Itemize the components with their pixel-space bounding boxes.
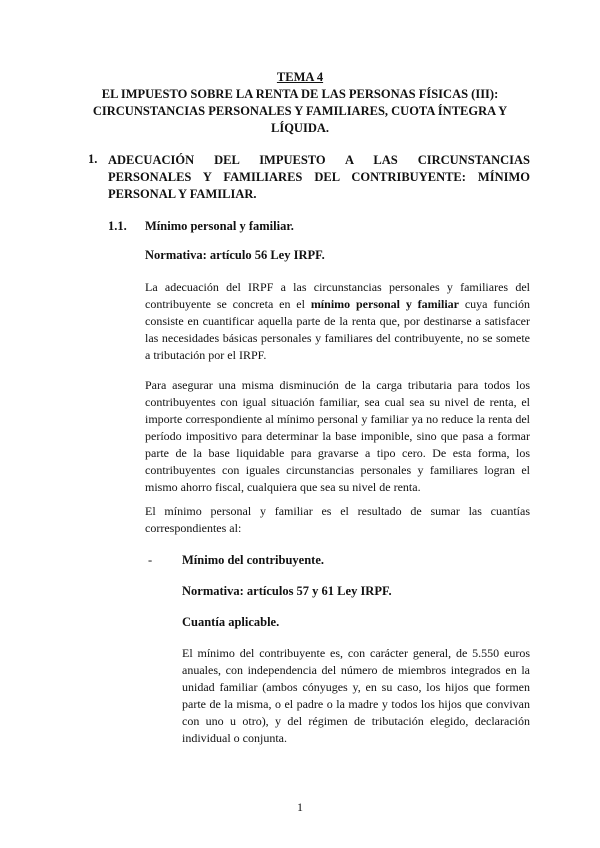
bullet-paragraph: El mínimo del contribuyente es, con carácter general, de 5.550 euros anuales, con independencia del número de miembros integrados en la unidad familiar (ambos cónyuges y, en su caso, los hijos que formen parte de la misma, o el padre o la madre y todos los hijos que convivan con uno u otro), y del régimen de tributación elegido, declaración individual o conjunta. — [182, 646, 530, 745]
section-title: ADECUACIÓN DEL IMPUESTO A LAS CIRCUNSTANCIAS PERSONALES Y FAMILIARES DEL CONTRIBUYENTE: MÍNIMO PERSONAL Y FAMILIAR. — [108, 153, 530, 201]
paragraph-1-end: cuya función consiste en cuantificar aquella parte de la renta que, por destinarse a satisfacer las necesidades básicas personales y familiares del contribuyente, no se somete a tributación por el IRPF. — [145, 297, 530, 362]
document-title: EL IMPUESTO SOBRE LA RENTA DE LAS PERSONAS FÍSICAS (III): CIRCUNSTANCIAS PERSONALES Y FAMILIARES, CUOTA ÍNTEGRA Y LÍQUIDA. — [92, 87, 508, 135]
paragraph-1-bold: mínimo personal y familiar — [310, 297, 459, 311]
normativa-line: Normativa: artículo 56 Ley IRPF. — [145, 248, 325, 262]
bullet-title: Mínimo del contribuyente. — [182, 553, 325, 567]
cuantia-heading: Cuantía aplicable. — [182, 615, 280, 629]
bullet-dash: - — [148, 553, 153, 567]
bullet-normativa: Normativa: artículos 57 y 61 Ley IRPF. — [182, 584, 392, 598]
paragraph-1 — [145, 279, 530, 364]
paragraph-1-start: La adecuación del IRPF a las circunstancias personales y familiares del contribuyente se concreta en el — [145, 280, 530, 311]
tema-heading: TEMA 4 — [276, 70, 324, 84]
page-number: 1 — [297, 800, 303, 814]
subsection-number: 1.1. — [108, 219, 127, 233]
paragraph-2: Para asegurar una misma disminución de la carga tributaria para todos los contribuyentes con igual situación familiar, sea cual sea su nivel de renta, el importe correspondiente al mínimo personal y familiar ya no reduce la renta del período impositivo para determinar la base imponible, sino que pasa a formar parte de la base liquidable para gravarse a tipo cero. De esta forma, los contribuyentes con iguales circunstancias personales y familiares logran el mismo ahorro fiscal, cualquiera que sea su nivel de renta. — [145, 378, 530, 494]
paragraph-3: El mínimo personal y familiar es el resultado de sumar las cuantías correspondientes al: — [145, 504, 530, 535]
subsection-title: Mínimo personal y familiar. — [145, 219, 294, 233]
section-number: 1. — [88, 152, 98, 166]
